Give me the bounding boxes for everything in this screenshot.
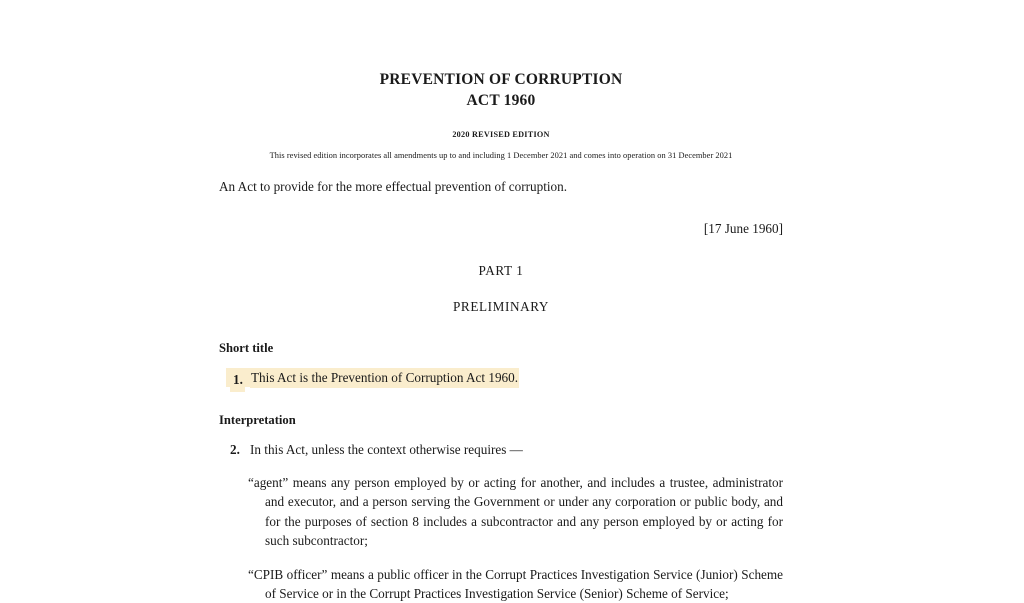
revised-edition-label: 2020 REVISED EDITION xyxy=(452,130,550,139)
act-title-line-1: PREVENTION OF CORRUPTION xyxy=(379,71,623,88)
part-heading: PART 1 xyxy=(478,263,524,278)
provision-section-2 xyxy=(219,440,783,459)
section-heading-short-title: Short title xyxy=(219,341,274,355)
act-title xyxy=(219,69,783,111)
definition-agent: “agent” means any person employed by or acting for another, and includes a trustee, administrator and executor, and a person serving the Government or under any corporation or public body, and for the purposes of section 8 includes a subcontractor and any person employed by or acting for such subcontractor; xyxy=(248,475,783,549)
provision-text-2: In this Act, unless the context otherwise requires — xyxy=(250,442,523,457)
commencement-date: [17 June 1960] xyxy=(703,221,783,236)
part-subheading: PRELIMINARY xyxy=(453,299,549,314)
definition-cpib-officer: “CPIB officer” means a public officer in the Corrupt Practices Investigation Service (Junior) Scheme of Service or in the Corrupt Practices Investigation Service (Senior) Scheme of Service; xyxy=(248,566,783,602)
amendment-note: This revised edition incorporates all amendments up to and including 1 December 2021 and comes into operation on 31 December 2021 xyxy=(269,151,733,160)
document-text-block xyxy=(219,0,783,603)
provision-text-1: This Act is the Prevention of Corruption Act 1960. xyxy=(250,368,519,388)
provision-number-2: 2. xyxy=(230,442,240,457)
section-heading-interpretation: Interpretation xyxy=(219,413,296,427)
long-title: An Act to provide for the more effectual prevention of corruption. xyxy=(219,179,568,194)
provision-section-1 xyxy=(208,368,783,387)
act-title-line-2: ACT 1960 xyxy=(466,92,536,109)
provision-number-1: 1. xyxy=(230,368,245,392)
